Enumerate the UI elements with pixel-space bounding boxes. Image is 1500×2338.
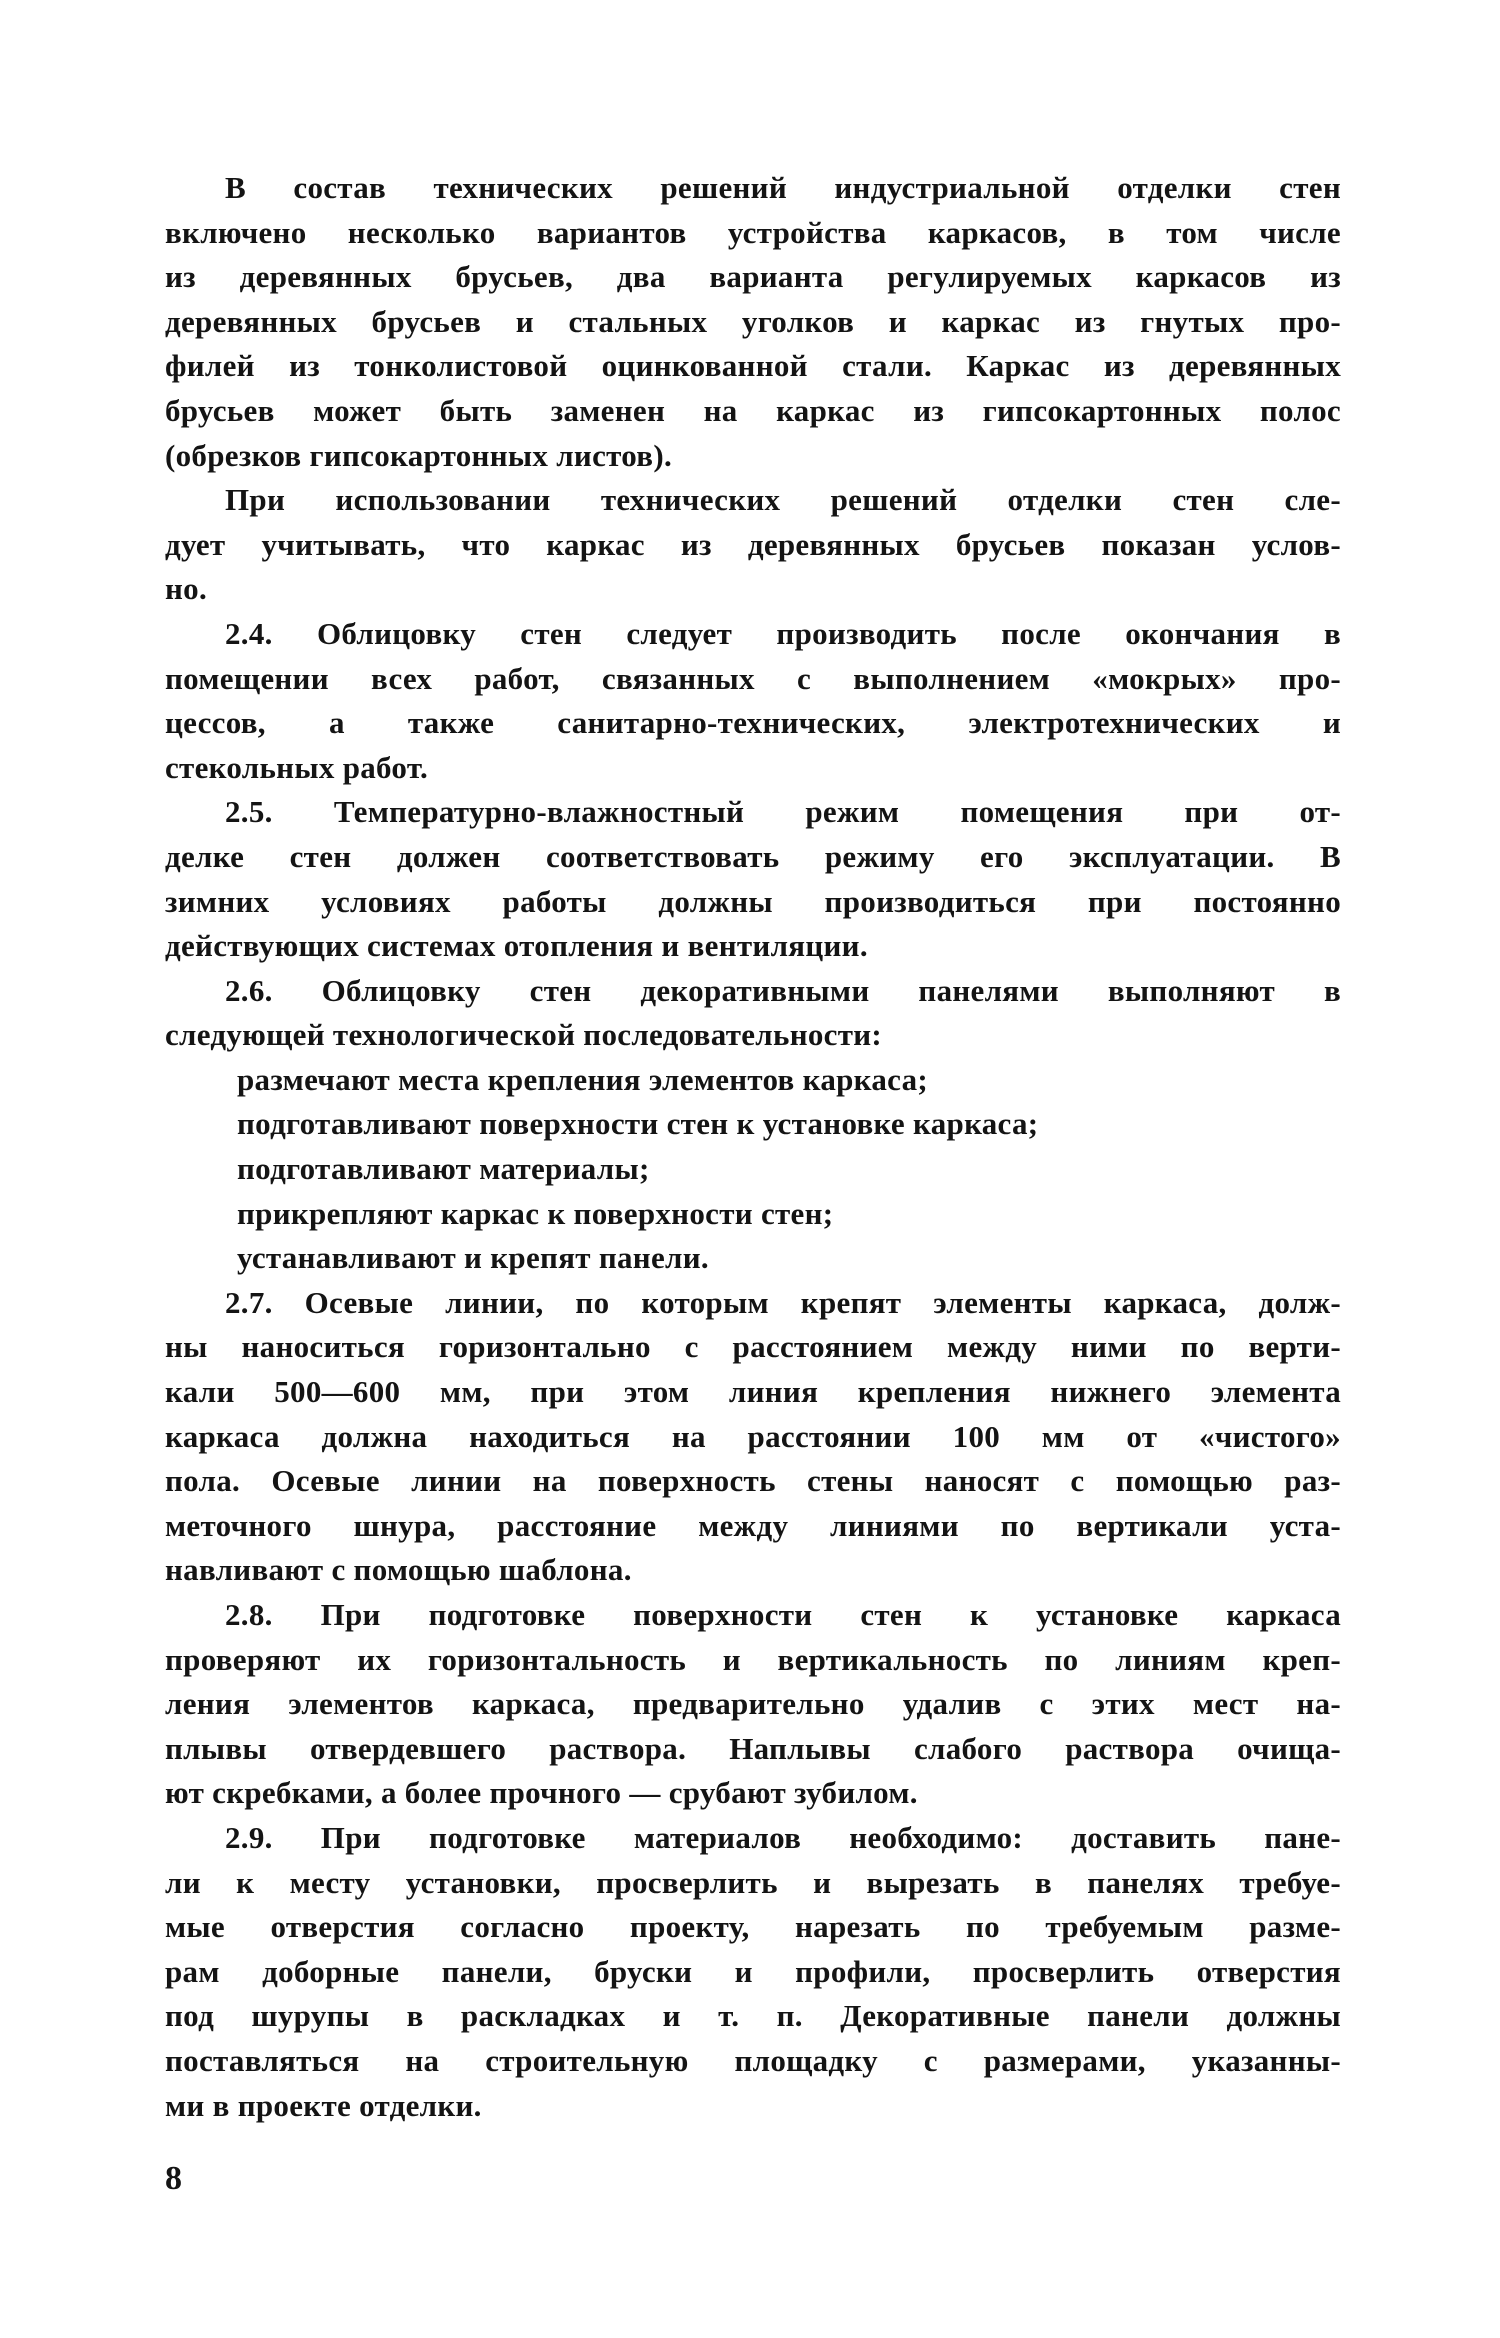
paragraph	[165, 478, 1341, 612]
text-line: делке стен должен соответствовать режиму его эксплуатации. В	[165, 838, 1341, 874]
text-line: помещении всех работ, связанных с выполнением «мокрых» про-	[165, 660, 1341, 696]
text-line: следующей технологической последовательности:	[165, 1017, 883, 1053]
paragraph	[165, 166, 1341, 478]
text-line: пола. Осевые линии на поверхность стены наносят с помощью раз-	[165, 1463, 1341, 1499]
text-line: дует учитывать, что каркас из деревянных брусьев показан услов-	[165, 526, 1341, 562]
text-line: филей из тонколистовой оцинкованной стали. Каркас из деревянных	[165, 348, 1341, 384]
paragraph	[165, 790, 1341, 968]
text-line: навливают с помощью шаблона.	[165, 1552, 632, 1588]
text-line: стекольных работ.	[165, 749, 429, 785]
text-line: рам доборные панели, бруски и профили, просверлить отверстия	[165, 1953, 1341, 1989]
text-line: проверяют их горизонтальность и вертикальность по линиям креп-	[165, 1641, 1341, 1677]
text-line: ми в проекте отделки.	[165, 2087, 482, 2123]
list-item: подготавливают поверхности стен к установке каркаса;	[237, 1106, 1039, 1142]
text-line: 2.6. Облицовку стен декоративными панелями выполняют в	[225, 972, 1341, 1008]
paragraph	[165, 612, 1341, 790]
paragraph	[165, 969, 1341, 1058]
text-line: кали 500—600 мм, при этом линия крепления нижнего элемента	[165, 1374, 1341, 1410]
text-line: зимних условиях работы должны производиться при постоянно	[165, 883, 1341, 919]
text-line: под шурупы в раскладках и т. п. Декоративные панели должны	[165, 1998, 1341, 2034]
text-line: 2.9. При подготовке материалов необходимо: доставить пане-	[225, 1819, 1341, 1855]
list-item: подготавливают материалы;	[237, 1151, 650, 1187]
text-line: включено несколько вариантов устройства каркасов, в том числе	[165, 214, 1341, 250]
text-line: ны наноситься горизонтально с расстоянием между ними по верти-	[165, 1329, 1341, 1365]
list-paragraph	[165, 1058, 1341, 1281]
page-number: 8	[165, 2160, 182, 2197]
text-line: из деревянных брусьев, два варианта регулируемых каркасов из	[165, 259, 1341, 295]
text-line: ли к месту установки, просверлить и вырезать в панелях требуе-	[165, 1864, 1341, 1900]
paragraph	[165, 1281, 1341, 1593]
list-item: прикрепляют каркас к поверхности стен;	[237, 1195, 834, 1231]
text-line: ют скребками, а более прочного — срубают зубилом.	[165, 1775, 918, 1811]
text-line: 2.5. Температурно-влажностный режим помещения при от-	[225, 794, 1341, 830]
text-line: 2.4. Облицовку стен следует производить после окончания в	[225, 615, 1341, 651]
text-line: При использовании технических решений отделки стен сле-	[225, 482, 1341, 518]
list-item: устанавливают и крепят панели.	[237, 1240, 709, 1276]
text-line: В состав технических решений индустриальной отделки стен	[225, 170, 1341, 205]
paragraph	[165, 1816, 1341, 2128]
text-line: 2.8. При подготовке поверхности стен к установке каркаса	[225, 1597, 1341, 1632]
paragraph	[165, 1593, 1341, 1816]
text-line: действующих системах отопления и вентиляции.	[165, 928, 868, 964]
text-line: поставляться на строительную площадку с размерами, указанны-	[165, 2042, 1341, 2078]
text-line: но.	[165, 571, 208, 607]
text-line: брусьев может быть заменен на каркас из гипсокартонных полос	[165, 392, 1341, 428]
text-line: 2.7. Осевые линии, по которым крепят элементы каркаса, долж-	[225, 1284, 1341, 1320]
text-line: плывы отвердевшего раствора. Наплывы слабого раствора очища-	[165, 1730, 1341, 1766]
list-item: размечают места крепления элементов каркаса;	[237, 1061, 929, 1097]
text-line: меточного шнура, расстояние между линиями по вертикали уста-	[165, 1507, 1341, 1543]
text-line: ления элементов каркаса, предварительно удалив с этих мест на-	[165, 1686, 1341, 1722]
text-line: цессов, а также санитарно-технических, электротехнических и	[165, 705, 1341, 741]
text-line: каркаса должна находиться на расстоянии 100 мм от «чистого»	[165, 1418, 1341, 1454]
text-line: мые отверстия согласно проекту, нарезать по требуемым разме-	[165, 1909, 1341, 1945]
text-line: деревянных брусьев и стальных уголков и каркас из гнутых про-	[165, 303, 1341, 339]
page-body	[165, 166, 1341, 2128]
text-line: (обрезков гипсокартонных листов).	[165, 437, 673, 473]
